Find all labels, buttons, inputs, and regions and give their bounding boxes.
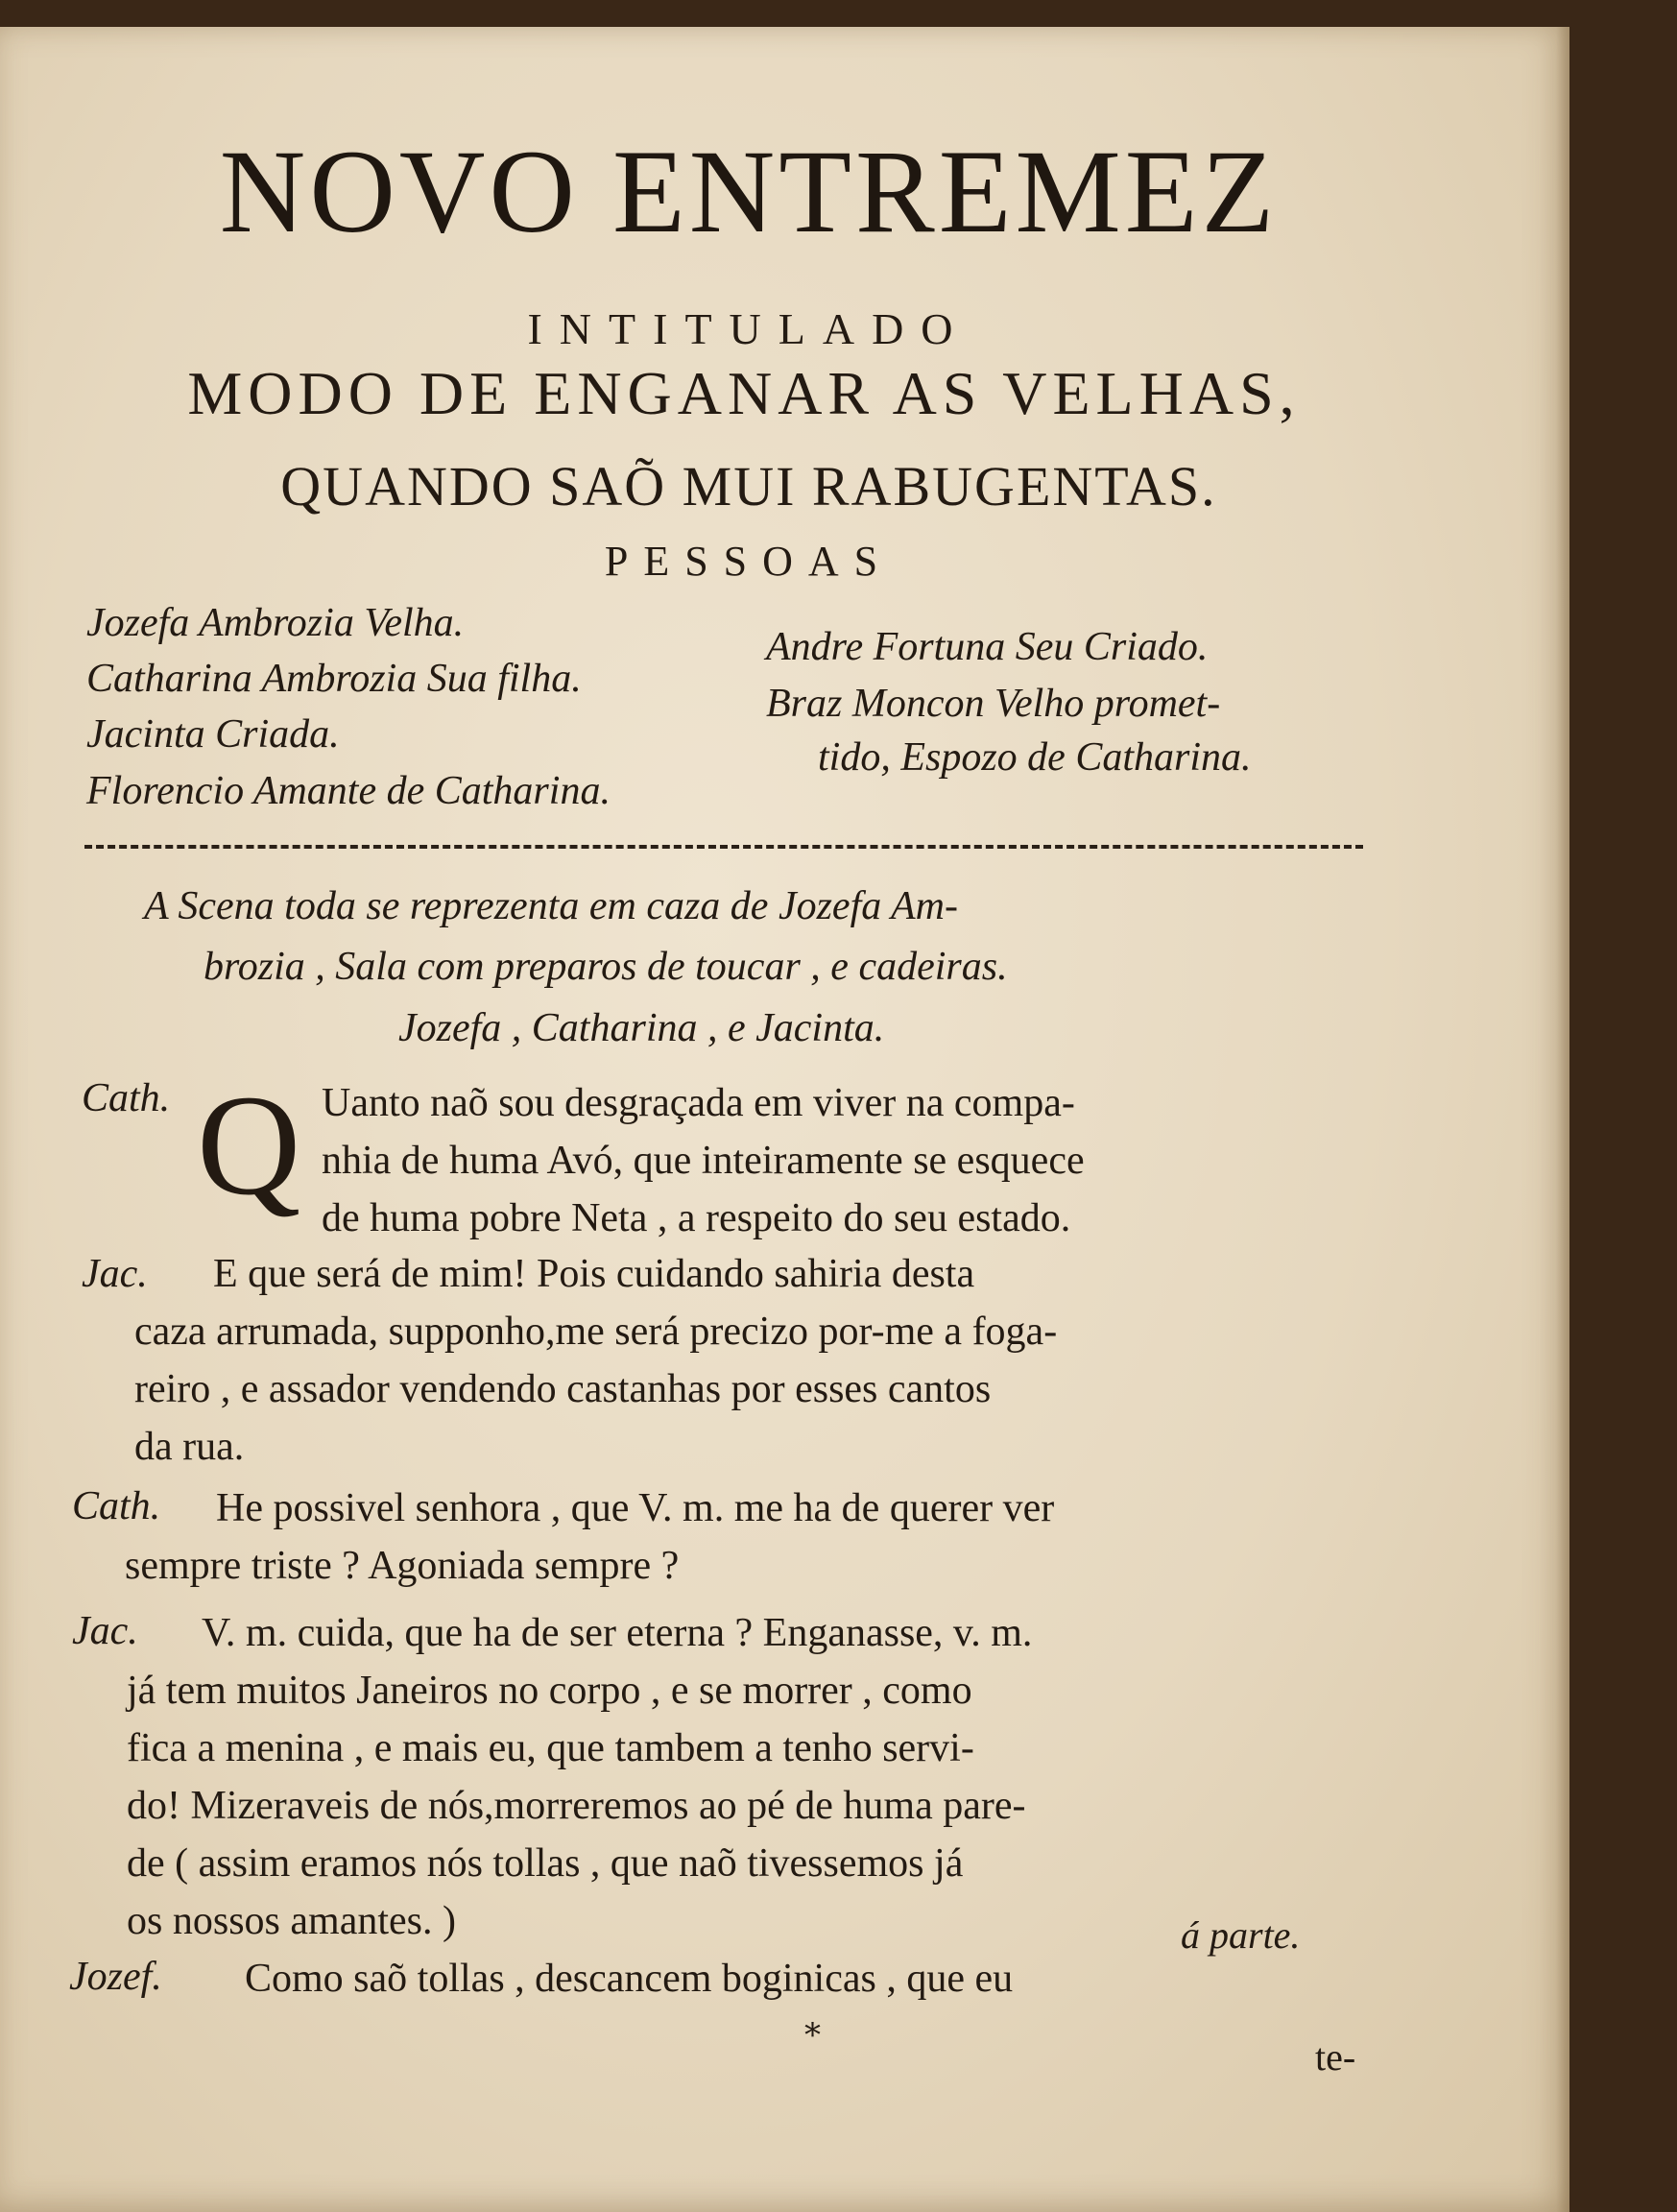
dialogue-line-9: sempre triste ? Agoniada sempre ?	[125, 1544, 680, 1588]
dialogue-line-4: E que será de mim! Pois cuidando sahiria desta	[213, 1252, 975, 1296]
divider-rule	[84, 845, 1363, 849]
dialogue-line-15: os nossos amantes. )	[127, 1899, 456, 1943]
cast-right-3: tido, Espozo de Catharina.	[818, 735, 1252, 780]
dialogue-line-11: já tem muitos Janeiros no corpo , e se morrer , como	[127, 1669, 972, 1713]
dialogue-line-1: Uanto naõ sou desgraçada em viver na compa-	[322, 1081, 1075, 1125]
title-line-2: QUANDO SAÕ MUI RABUGENTAS.	[280, 455, 1217, 517]
speaker-cath-2: Cath.	[72, 1484, 161, 1528]
title-line-1: MODO DE ENGANAR AS VELHAS,	[187, 359, 1301, 427]
dialogue-line-6: reiro , e assador vendendo castanhas por esses cantos	[134, 1367, 992, 1411]
dialogue-line-5: caza arrumada, supponho,me será precizo por-me a foga-	[134, 1310, 1058, 1354]
scene-line-1: A Scena toda se reprezenta em caza de Jozefa Am-	[144, 884, 958, 928]
dialogue-line-2: nhia de huma Avó, que inteiramente se esquece	[322, 1139, 1085, 1183]
book-page	[0, 27, 1569, 2212]
dialogue-line-10: V. m. cuida, que ha de ser eterna ? Enganasse, v. m.	[202, 1611, 1033, 1655]
dialogue-line-13: do! Mizeraveis de nós,morreremos ao pé de huma pare-	[127, 1784, 1026, 1828]
dialogue-line-16: Como saõ tollas , descancem boginicas , que eu	[245, 1957, 1014, 2001]
cast-heading: PESSOAS	[604, 538, 894, 585]
dialogue-line-12: fica a menina , e mais eu, que tambem a tenho servi-	[127, 1726, 974, 1770]
scene-line-3: Jozefa , Catharina , e Jacinta.	[398, 1006, 885, 1050]
dialogue-line-3: de huma pobre Neta , a respeito do seu estado.	[322, 1196, 1071, 1240]
stage-direction-aside: á parte.	[1181, 1913, 1301, 1957]
catchword: te-	[1315, 2035, 1356, 2079]
title-intitulado: INTITULADO	[527, 304, 970, 353]
cast-left-1: Jozefa Ambrozia Velha.	[86, 601, 465, 645]
cast-right-1: Andre Fortuna Seu Criado.	[766, 625, 1209, 669]
title-main: NOVO ENTREMEZ	[219, 126, 1279, 257]
scene-line-2: brozia , Sala com preparos de toucar , e cadeiras.	[204, 945, 1008, 989]
cast-left-4: Florencio Amante de Catharina.	[86, 769, 611, 813]
dialogue-line-8: He possivel senhora , que V. m. me ha de querer ver	[216, 1486, 1055, 1530]
dialogue-line-14: de ( assim eramos nós tollas , que naõ tivessemos já	[127, 1841, 964, 1886]
dialogue-line-7: da rua.	[134, 1425, 245, 1469]
signature-mark: *	[804, 2016, 821, 2055]
drop-cap: Q	[197, 1066, 301, 1225]
cast-right-2: Braz Moncon Velho promet-	[766, 682, 1221, 726]
speaker-jac-2: Jac.	[72, 1609, 138, 1653]
cast-left-3: Jacinta Criada.	[86, 712, 340, 757]
speaker-jac-1: Jac.	[82, 1252, 148, 1296]
cast-left-2: Catharina Ambrozia Sua filha.	[86, 657, 582, 701]
speaker-jozef: Jozef.	[69, 1955, 162, 1999]
speaker-cath-1: Cath.	[82, 1076, 171, 1120]
